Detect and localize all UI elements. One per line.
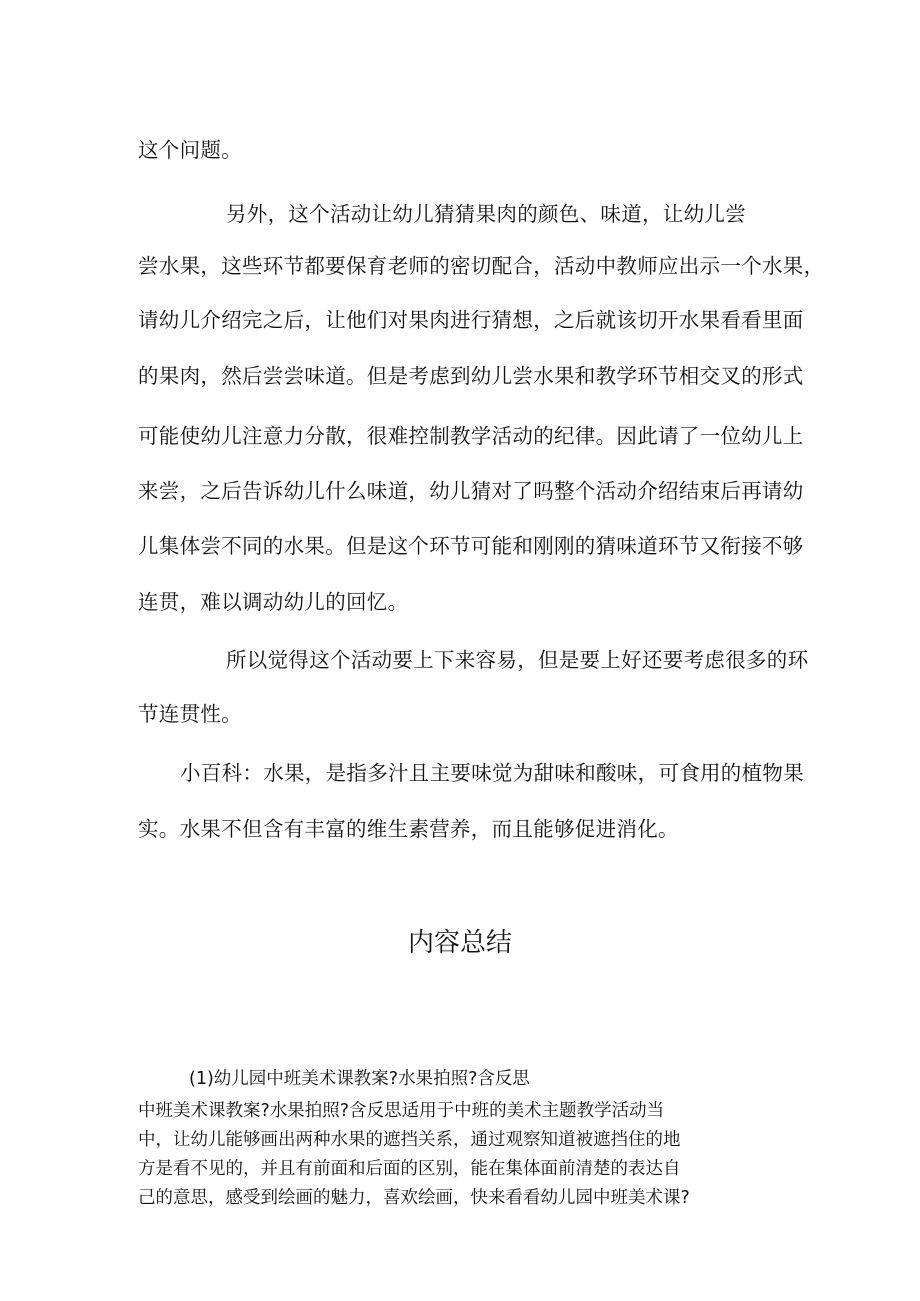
body-line: 所以觉得这个活动要上下来容易，但是要上好还要考虑很多的环 [226,648,809,672]
body-line: 这个问题。 [138,138,242,162]
body-line: 实。水果不但含有丰富的维生素营养，而且能够促进消化。 [138,817,679,841]
summary-line: (1)幼儿园中班美术课教案?水果拍照?含反思 [189,1069,530,1089]
body-line: 的果肉，然后尝尝味道。但是考虑到幼儿尝水果和教学环节相交叉的形式 [138,364,804,388]
summary-line: 中班美术课教案?水果拍照?含反思适用于中班的美术主题教学活动当 [138,1101,665,1121]
summary-line: 方是看不见的，并且有前面和后面的区别，能在集体面前清楚的表达自 [138,1159,681,1179]
summary-title: 内容总结 [407,928,512,958]
summary-line: 中，让幼儿能够画出两种水果的遮挡关系，通过观察知道被遮挡住的地 [138,1130,681,1150]
body-line: 节连贯性。 [138,702,242,726]
body-line: 可能使幼儿注意力分散，很难控制教学活动的纪律。因此请了一位幼儿上 [138,424,804,448]
body-line: 儿集体尝不同的水果。但是这个环节可能和刚刚的猜味道环节又衔接不够 [138,534,804,558]
body-line: 连贯，难以调动幼儿的回忆。 [138,590,409,614]
body-line: 请幼儿介绍完之后，让他们对果肉进行猜想，之后就该切开水果看看里面 [138,308,804,332]
body-line: 来尝，之后告诉幼儿什么味道，幼儿猜对了吗整个活动介绍结束后再请幼 [138,479,804,503]
body-line: 尝水果，这些环节都要保育老师的密切配合，活动中教师应出示一个水果， [138,254,825,278]
body-line: 另外，这个活动让幼儿猜猜果肉的颜色、味道，让幼儿尝 [226,202,746,226]
body-line: 小百科：水果，是指多汁且主要味觉为甜味和酸味，可食用的植物果 [180,761,804,785]
summary-line: 己的意思，感受到绘画的魅力，喜欢绘画，快来看看幼儿园中班美术课? [138,1188,690,1208]
